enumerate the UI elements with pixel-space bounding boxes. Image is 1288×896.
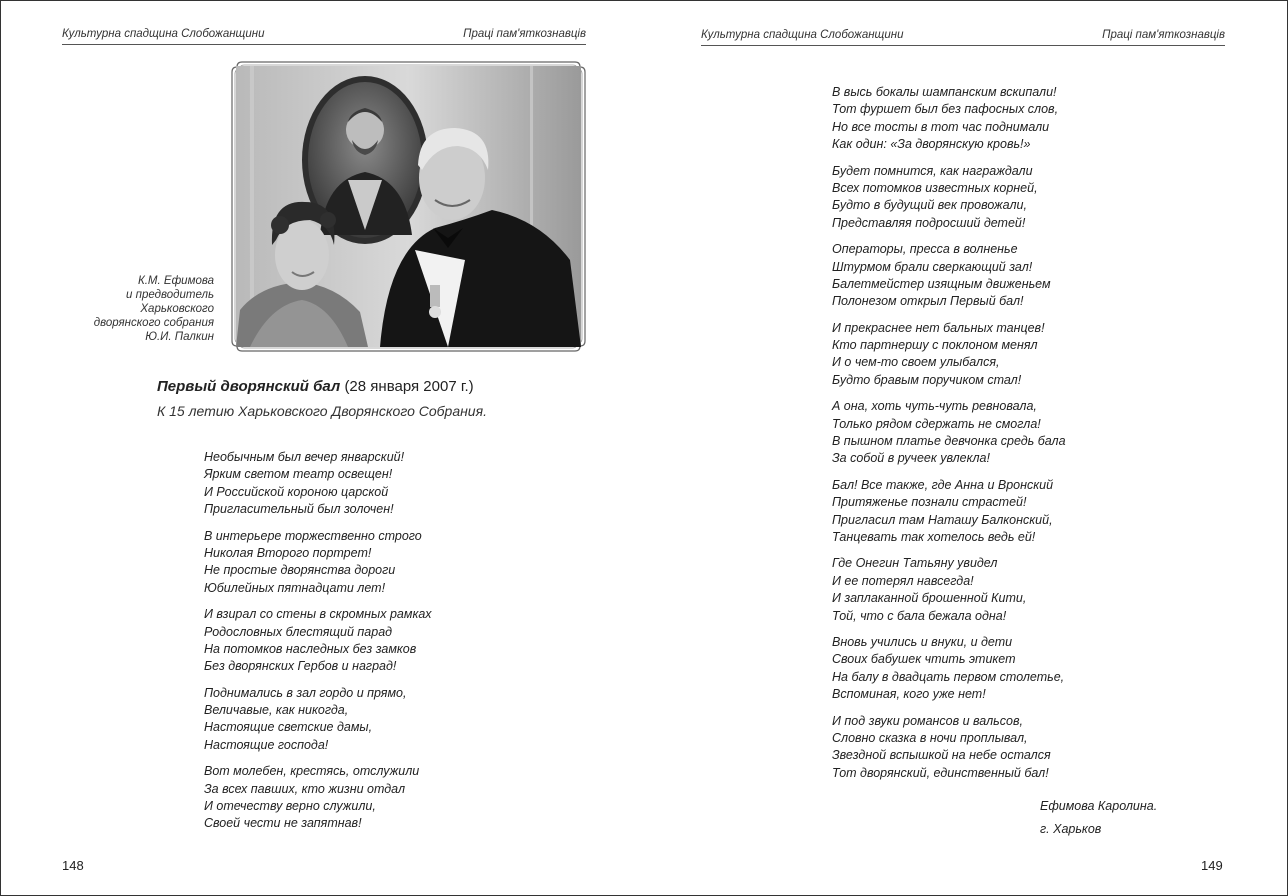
poem-line: Не простые дворянства дороги	[204, 563, 396, 578]
author-city: г. Харьков	[1040, 822, 1102, 836]
poem-line: Юбилейных пятнадцати лет!	[204, 580, 386, 595]
poem-line: Вновь учились и внуки, и дети	[832, 634, 1013, 649]
poem-line: Штурмом брали сверкающий зал!	[832, 259, 1033, 274]
poem-line: В пышном платье девчонка средь бала	[832, 434, 1066, 449]
poem-line: Как один: «За дворянскую кровь!»	[832, 137, 1031, 152]
poem-line: Но все тосты в тот час поднимали	[832, 119, 1050, 134]
caption-line: К.М. Ефимова	[137, 275, 214, 287]
poem-line: А она, хоть чуть-чуть ревновала,	[832, 399, 1037, 414]
stanza	[204, 606, 504, 676]
left-poem-stanzas	[204, 449, 504, 842]
stanza	[832, 634, 1132, 704]
photo-caption	[54, 274, 214, 344]
poem-line: Танцевать так хотелось ведь ей!	[832, 529, 1036, 544]
poem-title-text: Первый дворянский бал	[157, 378, 341, 395]
poem-line: И о чем-то своем улыбался,	[832, 355, 1000, 370]
running-head-section: Праці пам'яткознавців	[463, 28, 586, 40]
stanza	[204, 528, 504, 598]
poem-line: И прекраснее нет бальных танцев!	[832, 320, 1045, 335]
running-head-title: Культурна спадщина Слобожанщини	[701, 29, 904, 41]
stanza	[204, 763, 504, 833]
poem-line: И взирал со стены в скромных рамках	[204, 607, 432, 622]
poem-line: И Российской короною царской	[204, 484, 389, 499]
poem-line: Пригласил там Наташу Балконский,	[832, 512, 1053, 527]
poem-line: И отечеству верно служили,	[204, 799, 376, 814]
stanza	[832, 320, 1132, 390]
poem-line: Николая Второго портрет!	[204, 545, 372, 560]
poem-line: Родословных блестящий парад	[204, 624, 393, 639]
poem-line: И ее потерял навсегда!	[832, 573, 974, 588]
stanza	[204, 449, 504, 519]
stanza	[832, 555, 1132, 625]
stanza	[832, 84, 1132, 154]
stanza	[832, 163, 1132, 233]
poem-line: Той, что с бала бежала одна!	[832, 608, 1007, 623]
running-head-section: Праці пам'яткознавців	[1102, 29, 1225, 41]
stanza	[832, 241, 1132, 311]
poem-line: Тот фуршет был без пафосных слов,	[832, 102, 1059, 117]
page-number: 148	[62, 858, 84, 873]
left-running-head	[62, 28, 586, 45]
poem-line: Притяженье познали страстей!	[832, 495, 1027, 510]
poem-line: Балетмейстер изящным движеньем	[832, 276, 1051, 291]
photo-frame	[230, 60, 587, 353]
poem-line: Где Онегин Татьяну увидел	[832, 556, 998, 571]
poem-line: За всех павших, кто жизни отдал	[204, 781, 406, 796]
stanza	[832, 477, 1132, 547]
stanza	[832, 713, 1132, 783]
right-running-head	[701, 29, 1225, 46]
poem-line: За собой в ручеек увлекла!	[832, 451, 990, 466]
poem-line: Будет помнится, как награждали	[832, 163, 1033, 178]
stanza	[832, 398, 1132, 468]
author-signature: Ефимова Каролина.	[1040, 799, 1158, 813]
poem-line: Будто бравым поручиком стал!	[832, 372, 1022, 387]
poem-line: На потомков наследных без замков	[204, 641, 417, 656]
poem-line: Звездной вспышкой на небе остался	[832, 748, 1051, 763]
stanza	[204, 685, 504, 755]
poem-line: Словно сказка в ночи проплывал,	[832, 730, 1028, 745]
poem-title	[157, 378, 617, 395]
caption-line: дворянского собрания	[93, 317, 214, 329]
right-page	[644, 1, 1287, 895]
left-page	[1, 1, 644, 895]
running-head-title: Культурна спадщина Слобожанщини	[62, 28, 265, 40]
poem-line: Настоящие светские дамы,	[204, 720, 373, 735]
poem-line: Величавые, как никогда,	[204, 703, 349, 718]
caption-line: и предводитель	[126, 289, 214, 301]
poem-line: Поднимались в зал гордо и прямо,	[204, 685, 407, 700]
poem-line: Ярким светом театр освещен!	[204, 467, 393, 482]
poem-line: Вспоминая, кого уже нет!	[832, 687, 986, 702]
poem-line: В интерьере торжественно строго	[204, 528, 422, 543]
caption-line: Ю.И. Палкин	[145, 331, 214, 343]
poem-line: Представляя подросший детей!	[832, 215, 1026, 230]
caption-line: Харьковского	[140, 303, 214, 315]
poem-line: Без дворянских Гербов и наград!	[204, 659, 397, 674]
poem-subtitle: К 15 летию Харьковского Дворянского Собрания.	[157, 403, 487, 419]
poem-line: Настоящие господа!	[204, 737, 329, 752]
poem-line: Необычным был вечер январский!	[204, 450, 405, 464]
right-poem-stanzas	[832, 84, 1132, 791]
poem-line: Своих бабушек чтить этикет	[832, 652, 1016, 667]
poem-line: Только рядом сдержать не смогла!	[832, 416, 1041, 431]
poem-line: Вот молебен, крестясь, отслужили	[204, 764, 420, 779]
poem-line: Операторы, пресса в волненье	[832, 242, 1018, 257]
poem-line: И заплаканной брошенной Кити,	[832, 591, 1027, 606]
photo	[230, 60, 587, 353]
poem-line: Бал! Все также, где Анна и Вронский	[832, 477, 1054, 492]
poem-line: Пригласительный был золочен!	[204, 502, 394, 517]
poem-line: Полонезом открыл Первый бал!	[832, 294, 1024, 309]
poem-line: В высь бокалы шампанским вскипали!	[832, 85, 1057, 99]
poem-line: Всех потомков известных корней,	[832, 180, 1038, 195]
poem-line: И под звуки романсов и вальсов,	[832, 713, 1023, 728]
poem-title-date: (28 января 2007 г.)	[344, 378, 474, 395]
page-number: 149	[1201, 858, 1223, 873]
poem-line: Будто в будущий век провожали,	[832, 198, 1027, 213]
poem-line: На балу в двадцать первом столетье,	[832, 669, 1065, 684]
poem-line: Тот дворянский, единственный бал!	[832, 765, 1049, 780]
poem-line: Кто партнершу с поклоном менял	[832, 338, 1038, 353]
poem-line: Своей чести не запятнав!	[204, 816, 362, 831]
